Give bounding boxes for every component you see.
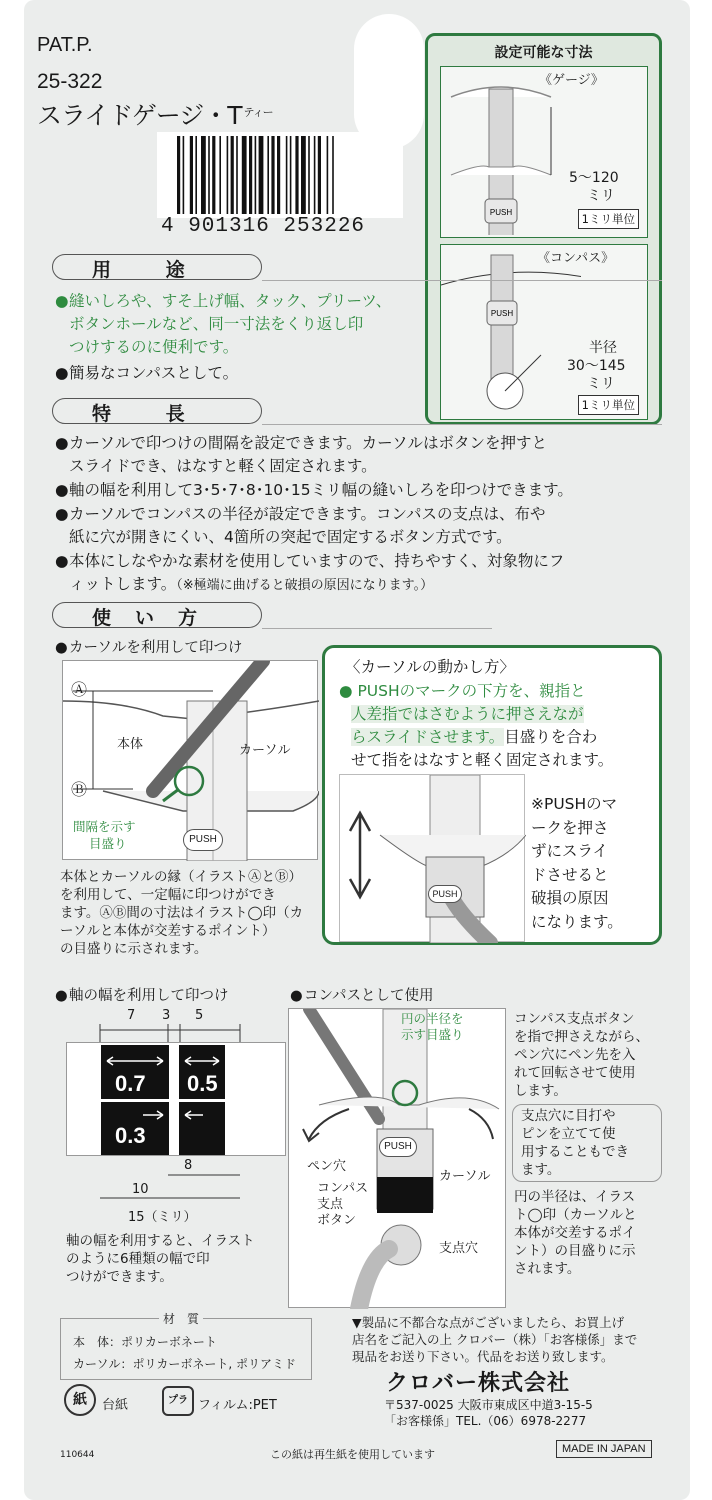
pivot-button-label: コンパス 支点 ボタン: [317, 1181, 369, 1228]
film-label: フィルム:PET: [198, 1398, 277, 1413]
howto-cursor-heading: ●カーソルを利用して印つけ: [55, 640, 243, 656]
mark-b: Ⓑ: [71, 780, 88, 799]
uses-item-1-cont2: つけするのに便利です。: [69, 338, 239, 356]
paper-label: 台紙: [102, 1398, 129, 1413]
circle-label-2: 示す目盛り: [401, 1027, 464, 1042]
push-mark: PUSH: [183, 829, 223, 851]
spec-title: 設定可能な寸法: [494, 45, 593, 61]
compass-desc-1: コンパス支点ボタン を指で押さえながら、 ペン穴にペン先を入 れて回転させて使用 します。: [514, 1011, 649, 1099]
compass-label: 《コンパス》: [537, 251, 615, 266]
gauge-range: 5〜120: [569, 170, 619, 186]
made-in-label: MADE IN JAPAN: [556, 1440, 652, 1458]
circle-label-1: 円の半径を: [401, 1011, 464, 1026]
product-code: 25-322: [37, 70, 103, 93]
feature-3-cont: 紙に穴が開きにくい、4箇所の突起で固定するボタン方式です。: [69, 528, 512, 546]
recycled-paper-note: この紙は再生紙を使用しています: [270, 1448, 435, 1461]
gauge-label: 《ゲージ》: [539, 73, 604, 88]
lot-number: 110644: [60, 1450, 95, 1460]
axis-width-desc: 軸の幅を利用すると、イラスト のように6種類の幅で印 つけができます。: [66, 1233, 255, 1285]
interval-label-2: 目盛り: [89, 836, 127, 851]
compass-push-mark: PUSH: [379, 1137, 417, 1157]
compass-desc-2: 支点穴に目打や ピンを立てて使 用することもでき ます。: [512, 1104, 662, 1182]
dim-8: 8: [184, 1158, 193, 1173]
feature-4: ●本体にしなやかな素材を使用していますので、持ちやすく、対象物にフ: [55, 552, 565, 570]
feature-2: ●軸の幅を利用して3･5･7･8･10･15ミリ幅の縫いしろを印つけできます。: [55, 481, 573, 499]
company-name: クロバー株式会社: [386, 1371, 571, 1396]
compass-heading: ●コンパスとして使用: [290, 988, 434, 1004]
product-name-ruby: ティー: [243, 106, 273, 119]
svg-text:PUSH: PUSH: [489, 208, 513, 217]
axis-label-05: 0.5: [187, 1071, 218, 1096]
materials-cursor: カーソル：ポリカーボネート, ポリアミド: [73, 1357, 297, 1371]
features-heading: 特 長: [42, 396, 292, 426]
cursor-move-body: ● PUSHのマークの下方を、親指と 人差指ではさむように押さえなが らスライドさせます。目盛りを合わ せて指をはなすと軽く固定されます。: [339, 682, 614, 769]
interval-label-1: 間隔を示す: [73, 819, 136, 834]
company-address: 〒537-0025 大阪市東成区中道3-15-5: [384, 1398, 593, 1412]
uses-item-1-cont: ボタンホールなど、同一寸法をくり返し印: [69, 315, 364, 333]
materials-title: 材 質: [159, 1310, 203, 1327]
howto-heading: 使い方: [42, 600, 292, 630]
cursor-illustration: [62, 660, 318, 860]
patent-label: PAT.P.: [37, 34, 93, 56]
axis-label-03: 0.3: [115, 1123, 146, 1148]
notice-text: ▼製品に不都合な点がございましたら、お買上げ 店名をご記入の上 クロバー（株）「お客様係」まで 現品をお送り下さい。代品をお送り致します。: [352, 1315, 638, 1364]
company-contact: 「お客様係」TEL.（06）6978-2277: [384, 1414, 587, 1428]
dim-15: 15（ミリ）: [128, 1210, 197, 1225]
barcode-number: 4 901316 253226: [161, 215, 366, 238]
pivot-hole-label: 支点穴: [439, 1241, 479, 1256]
feature-3: ●カーソルでコンパスの半径が設定できます。コンパスの支点は、布や: [55, 505, 546, 523]
compass-radius-label: 半径: [589, 340, 617, 356]
cursor-move-push: PUSH: [428, 885, 462, 903]
cursor-move-illustration: [339, 774, 525, 942]
cursor-label: カーソル: [239, 743, 291, 758]
gauge-unit: ミリ: [587, 188, 615, 204]
paper-recycle-icon: 紙: [64, 1384, 96, 1416]
compass-unit: ミリ: [587, 376, 615, 392]
plastic-recycle-icon: プラ: [162, 1386, 194, 1416]
uses-item-2: ●簡易なコンパスとして。: [55, 364, 239, 382]
feature-1: ●カーソルで印つけの間隔を設定できます。カーソルはボタンを押すと: [55, 434, 548, 452]
compass-range: 30〜145: [567, 358, 626, 374]
dim-10: 10: [132, 1182, 149, 1197]
body-label: 本体: [117, 737, 144, 752]
cursor-compass-label: カーソル: [439, 1169, 491, 1184]
materials-box: [60, 1312, 312, 1380]
feature-1-cont: スライドでき、はなすと軽く固定されます。: [69, 457, 377, 475]
uses-item-1: ●縫いしろや、すそ上げ幅、タック、プリーツ、: [55, 292, 392, 310]
gauge-illustration: [441, 67, 561, 235]
materials-body: 本 体：ポリカーボネート: [73, 1335, 217, 1349]
pen-hole-label: ペン穴: [307, 1159, 347, 1174]
axis-dimension-lines: [90, 1010, 290, 1210]
cursor-move-warning: ※PUSHのマ ークを押さ ずにスライ ドさせると 破損の原因 になります。: [531, 795, 623, 931]
gauge-step: 1ミリ単位: [578, 209, 639, 229]
barcode-bars: [175, 136, 385, 214]
cursor-desc: 本体とカーソルの縁（イラストⒶとⒷ） を利用して、一定幅に印つけができ ます。ⒶⒷ間の寸法はイラスト◯印（カ ーソルと本体が交差するポイント） の目盛りに示されます。: [60, 869, 304, 957]
svg-text:PUSH: PUSH: [490, 309, 514, 318]
gauge-spec-box: [440, 66, 648, 238]
compass-illustration: [288, 1008, 506, 1308]
cursor-move-title: 〈カーソルの動かし方〉: [345, 658, 515, 676]
dim-3: 3: [162, 1008, 171, 1023]
cursor-move-box: [322, 645, 662, 945]
dim-5: 5: [195, 1008, 204, 1023]
uses-heading: 用 途: [42, 252, 292, 282]
barcode: [157, 132, 403, 218]
compass-desc-3: 円の半径は、イラス ト◯印（カーソルと 本体が交差するポイ ント）の目盛りに示 されます。: [514, 1189, 637, 1277]
axis-width-heading: ●軸の幅を利用して印つけ: [55, 988, 229, 1004]
product-name: スライドゲージ・T $^{ティー}$: [37, 101, 273, 130]
hang-hole: [354, 14, 424, 149]
feature-4-note: （※極端に曲げると破損の原因になります。）: [176, 578, 434, 593]
mark-a: Ⓐ: [71, 680, 88, 699]
compass-step: 1ミリ単位: [578, 395, 639, 415]
dim-7: 7: [127, 1008, 136, 1023]
feature-4-cont: ィットします。（※極端に曲げると破損の原因になります。）: [69, 575, 434, 593]
axis-label-07: 0.7: [115, 1071, 146, 1096]
